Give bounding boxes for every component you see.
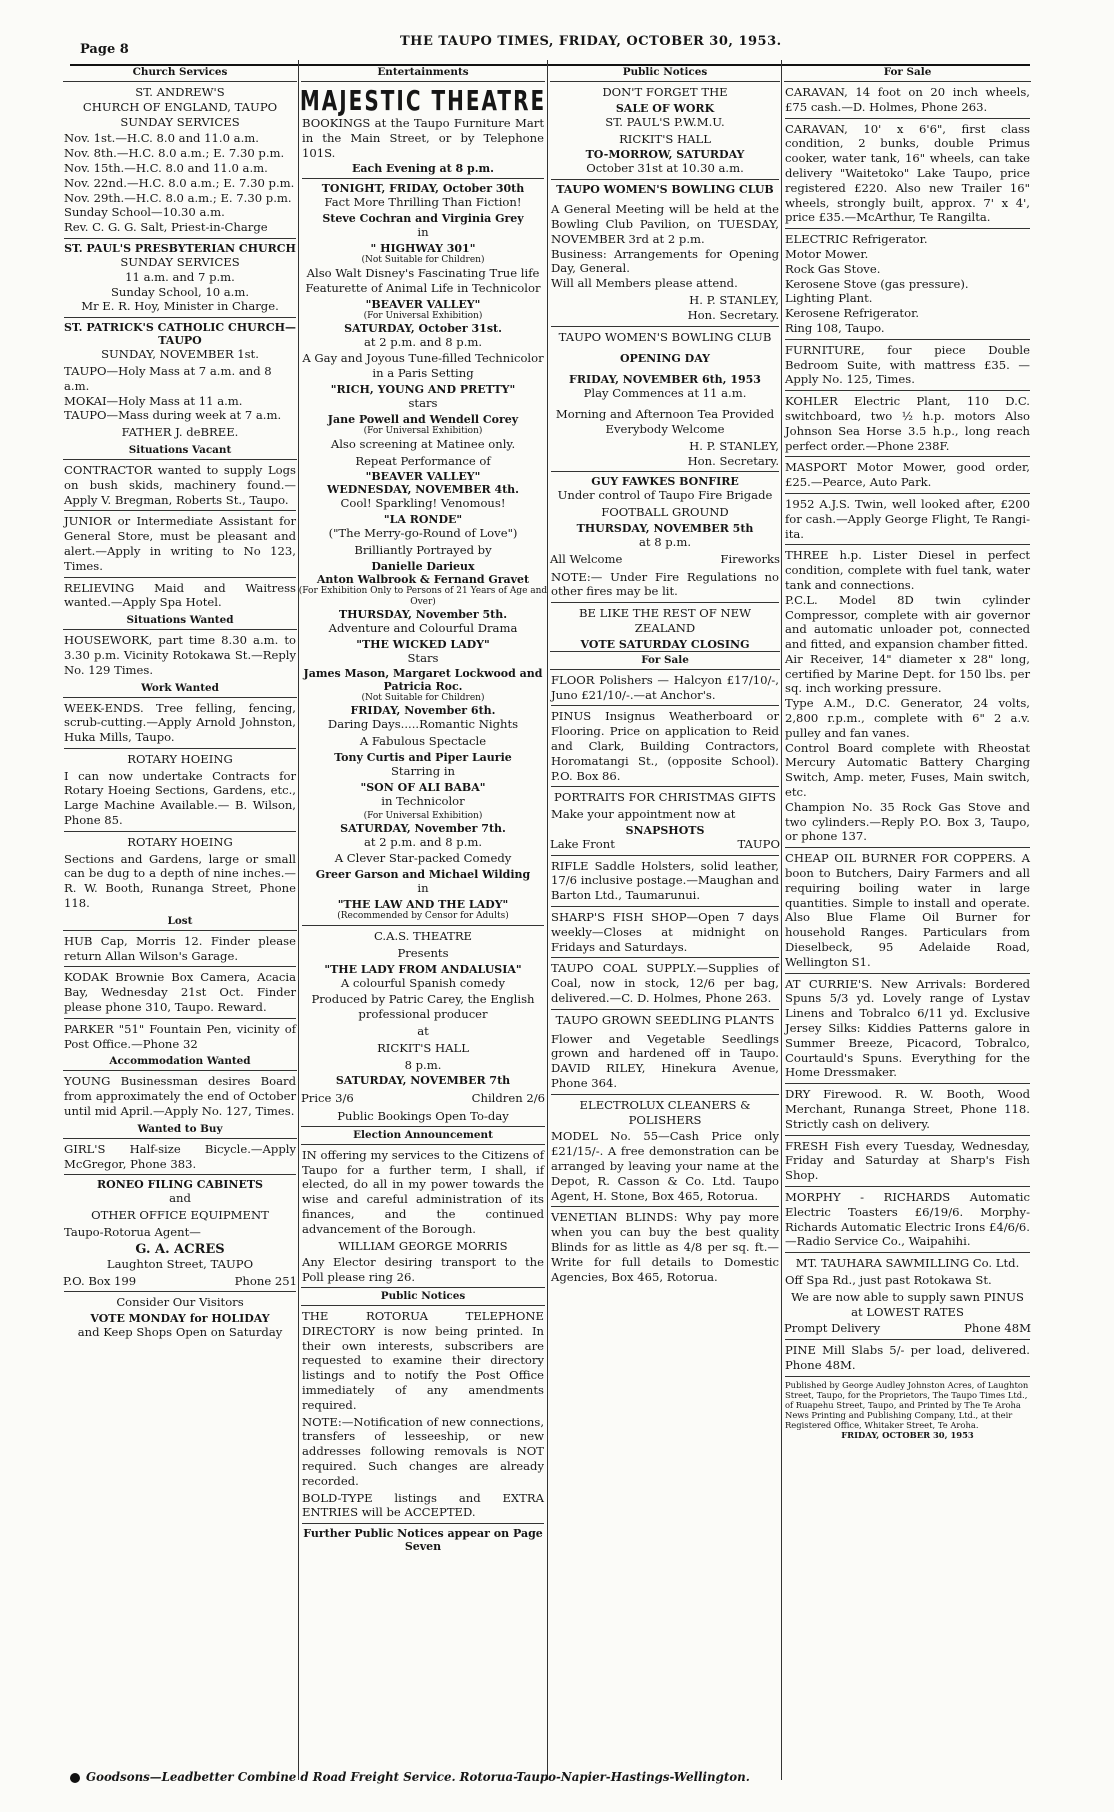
certificate: (For Universal Exhibition) — [363, 425, 483, 436]
classified-ad: RIFLE Saddle Holsters, solid leather, 17/6 inclusive postage.—Maughan and Barton Ltd., Taumarunui. — [551, 858, 779, 903]
notice-line: October 31st at 10.30 a.m. — [586, 161, 744, 176]
divider — [785, 1186, 1030, 1187]
programme-date: FRIDAY, November 6th. — [350, 704, 496, 718]
st-patricks-date: SUNDAY, NOVEMBER 1st. — [101, 347, 259, 362]
st-pauls-schedule: SUNDAY SERVICES 11 a.m. and 7 p.m. Sunday School, 10 a.m. Mr E. R. Hoy, Minister in Charge. — [81, 254, 279, 314]
programme-times: at 2 p.m. and 8 p.m. — [363, 834, 483, 849]
programme-text: Also screening at Matinee only. — [330, 436, 516, 451]
rotary-hoeing-title: ROTARY HOEING — [127, 834, 233, 849]
accommodation-wanted-heading: Accommodation Wanted — [63, 1053, 297, 1071]
notice-line: DON'T FORGET THE — [602, 85, 728, 99]
divider — [785, 456, 1030, 457]
classified-ad: FURNITURE, four piece Double Bedroom Suite, with mattress £35. —Apply No. 125, Times. — [785, 342, 1030, 387]
film-title: "SON OF ALI BABA" — [360, 780, 486, 794]
programme-date: THURSDAY, November 5th. — [338, 607, 508, 621]
sawmill-title: MT. TAUHARA SAWMILLING Co. Ltd. — [795, 1256, 1020, 1271]
programme-date: WEDNESDAY, NOVEMBER 4th. — [326, 483, 520, 497]
column-1 — [60, 64, 300, 1342]
seedling-title: TAUPO GROWN SEEDLING PLANTS — [555, 1012, 775, 1027]
election-heading: Election Announcement — [301, 1126, 545, 1145]
public-notices-heading: Public Notices — [550, 64, 780, 82]
divider — [64, 510, 296, 511]
rotary-hoeing-title: ROTARY HOEING — [127, 751, 233, 766]
classified-ad: 1952 A.J.S. Twin, well looked after, £200 for cash.—Apply George Flight, Te Rangi-ita. — [785, 496, 1030, 541]
divider — [302, 925, 544, 926]
programme-text: Also Walt Disney's Fascinating True life Featurette of Animal Life in Technicolor — [305, 265, 541, 295]
situations-vacant-heading: Situations Vacant — [63, 442, 297, 460]
sawmill-phone: Phone 48M — [964, 1321, 1031, 1336]
adult-price: Price 3/6 — [301, 1091, 354, 1106]
fireworks: Fireworks — [720, 551, 780, 566]
st-patricks-title: ST. PATRICK'S CATHOLIC CHURCH—TAUPO — [63, 321, 297, 348]
divider — [64, 238, 296, 239]
classified-ad: GIRL'S Half-size Bicycle.—Apply McGregor, Phone 383. — [64, 1141, 296, 1171]
public-bookings: Public Bookings Open To-day — [337, 1109, 509, 1124]
film-stars: Steve Cochran and Virginia Grey — [322, 212, 524, 226]
divider — [551, 786, 779, 787]
film-subtitle: ("The Merry-go-Round of Love") — [328, 526, 518, 541]
classified-ad: FLOOR Polishers — Halcyon £17/10/-, Juno £21/10/-.—at Anchor's. — [551, 672, 779, 702]
programme-tagline: Adventure and Colourful Drama — [328, 620, 518, 635]
divider — [64, 577, 296, 578]
certificate: (For Universal Exhibition) — [363, 810, 483, 821]
divider — [551, 1206, 779, 1207]
certificate: (For Exhibition Only to Persons of 21 Years of Age and Over) — [298, 585, 548, 607]
film-stars: Greer Garson and Michael Wilding — [315, 868, 531, 882]
classified-ad: TAUPO COAL SUPPLY.—Supplies of Coal, now in stock, 12/6 per bag, delivered.—C. D. Holmes, Phone 263. — [551, 961, 779, 1006]
programme-date: TONIGHT, FRIDAY, October 30th — [321, 182, 525, 196]
election-transport: Any Elector desiring transport to the Poll please ring 26. — [302, 1255, 544, 1285]
acres-phone: Phone 251 — [234, 1273, 297, 1288]
classified-ad: HUB Cap, Morris 12. Finder please return Allan Wilson's Garage. — [64, 933, 296, 963]
play-title: "THE LADY FROM ANDALUSIA" — [324, 962, 522, 976]
bookings-text: BOOKINGS at the Taupo Furniture Mart in the Main Street, or by Telephone 101S. — [302, 116, 544, 160]
play-prices — [301, 1091, 545, 1106]
classified-ad: PARKER "51" Fountain Pen, vicinity of Post Office.—Phone 32 — [64, 1021, 296, 1051]
film-title: "THE LAW AND THE LADY" — [337, 897, 509, 911]
certificate: (Recommended by Censor for Adults) — [337, 910, 509, 921]
bowling-club-title: TAUPO WOMEN'S BOWLING CLUB — [556, 183, 774, 197]
acres-street: Laughton Street, TAUPO — [106, 1256, 254, 1271]
acres-contact — [63, 1274, 297, 1289]
guy-fawkes-title: GUY FAWKES BONFIRE — [591, 475, 739, 489]
st-patricks-schedule: TAUPO—Holy Mass at 7 a.m. and 8 a.m. MOKAI—Holy Mass at 11 a.m. TAUPO—Mass during week at 7 a.m. — [64, 363, 282, 423]
page-number: Page 8 — [80, 42, 129, 57]
divider — [551, 1094, 779, 1095]
play-producer: Produced by Patric Carey, the English professional producer — [311, 992, 535, 1022]
acres-name: G. A. ACRES — [135, 1241, 225, 1257]
classified-ad: Flower and Vegetable Seedlings grown and hardened off in Taupo. DAVID RILEY, Hinekura Avenue, Phone 364. — [551, 1031, 779, 1091]
in-word: in — [417, 225, 429, 240]
classified-ad: KOHLER Electric Plant, 110 D.C. switchboard, two ½ h.p. motors Also Johnson Sea Horse 3.5 h.p., long reach perfect order.—Phone 238F. — [785, 394, 1030, 453]
divider — [302, 178, 544, 179]
guy-date: THURSDAY, NOVEMBER 5th — [576, 521, 754, 535]
taupo: TAUPO — [737, 836, 780, 851]
opening-date: FRIDAY, NOVEMBER 6th, 1953 — [569, 373, 761, 387]
play-time: 8 p.m. — [404, 1057, 442, 1072]
column-3 — [547, 64, 783, 1286]
classified-ad: MASPORT Motor Mower, good order, £25.—Pearce, Auto Park. — [785, 460, 1030, 490]
divider — [785, 544, 1030, 545]
classified-ad: I can now undertake Contracts for Rotary Hoeing Sections, Gardens, etc., Large Machine Available.— B. Wilson, Phone 85. — [64, 768, 296, 828]
programme-tagline: A Fabulous Spectacle — [359, 734, 487, 749]
notice-line: RICKIT'S HALL — [619, 131, 711, 146]
divider — [785, 339, 1030, 340]
divider — [551, 471, 779, 472]
roneo-agent: Taupo-Rotorua Agent— — [64, 1225, 201, 1240]
work-wanted-heading: Work Wanted — [63, 680, 297, 698]
programme-text: in Technicolor — [381, 793, 465, 808]
vote-saturday-closing: VOTE SATURDAY CLOSING — [580, 637, 750, 651]
divider — [64, 966, 296, 967]
classified-ad: KODAK Brownie Box Camera, Acacia Bay, Wednesday 21st Oct. Finder please phone 310, Taupo. Reward. — [64, 970, 296, 1015]
programme-text: Brilliantly Portrayed by — [354, 542, 492, 557]
candidate-name: WILLIAM GEORGE MORRIS — [338, 1238, 508, 1253]
divider — [551, 326, 779, 327]
footer-text: Goodsons—Leadbetter Combine d Road Freight Service. Rotorua-Taupo-Napier-Hastings-Wellington. — [86, 1770, 750, 1784]
classified-ad: CONTRACTOR wanted to supply Logs on bush skids, machinery found.—Apply V. Bregman, Roberts St., Taupo. — [64, 462, 296, 507]
lost-heading: Lost — [63, 913, 297, 931]
classified-ad: PINUS Insignus Weatherboard or Flooring. Price on application to Reid and Clark, Building Contractors, Horomatangi St., (opposite School). P.O. Box 86. — [551, 709, 779, 783]
divider — [551, 906, 779, 907]
divider — [551, 179, 779, 180]
film-stars: Tony Curtis and Piper Laurie — [334, 750, 512, 764]
cas-theatre-title: C.A.S. THEATRE — [373, 928, 473, 943]
classified-ad: RELIEVING Maid and Waitress wanted.—Apply Spa Hotel. — [64, 580, 296, 610]
venue: RICKIT'S HALL — [377, 1040, 469, 1055]
classified-ad: VENETIAN BLINDS: Why pay more when you can buy the best quality Blinds for as little as 4/8 per sq. ft.—Write for full details to Domestic Agencies, Box 465, Rotorua. — [551, 1210, 779, 1284]
divider — [785, 390, 1030, 391]
classified-ad: MORPHY - RICHARDS Automatic Electric Toasters £6/19/6. Morphy-Richards Automatic Electric Irons £4/6/6.—Radio Service Co., Waipahihi. — [785, 1189, 1030, 1249]
sawmill-contact — [784, 1321, 1031, 1336]
classified-ad: CARAVAN, 10' x 6'6", first class condition, 2 bunks, double Primus cooker, water tank, 16" wheels, can take delivery "Waitetoko" Lake Taupo, price registered £220. Also new Trailer 16" wheels, strongly built, approx. 7' x 4', price £35.—McArthur, Te Rangilta. — [785, 121, 1030, 225]
presents: Presents — [397, 945, 449, 960]
divider — [785, 1083, 1030, 1084]
public-notices-heading: Public Notices — [301, 1287, 545, 1306]
situations-wanted-heading: Situations Wanted — [63, 612, 297, 630]
st-patricks-priest: FATHER J. deBREE. — [121, 425, 239, 440]
notice-line: Play Commences at 11 a.m. — [583, 386, 747, 401]
film-stars: Jane Powell and Wendell Corey — [327, 412, 519, 426]
programme-tagline: Daring Days.....Romantic Nights — [327, 717, 519, 732]
newspaper-title: THE TAUPO TIMES, FRIDAY, OCTOBER 30, 1953. — [400, 34, 782, 49]
secretary-signature: H. P. STANLEY, Hon. Secretary. — [687, 438, 779, 468]
certificate: (Not Suitable for Children) — [361, 693, 485, 704]
classified-ad: PINE Mill Slabs 5/- per load, delivered. Phone 48M. — [785, 1343, 1030, 1372]
notice-line: BE LIKE THE REST OF NEW ZEALAND — [578, 606, 752, 635]
programme-date: SATURDAY, November 7th. — [340, 821, 506, 835]
in-word: in — [417, 881, 429, 896]
divider — [551, 855, 779, 856]
play-description: A colourful Spanish comedy — [340, 975, 506, 990]
at-word: at — [417, 1023, 429, 1038]
st-andrews-schedule: Nov. 1st.—H.C. 8.0 and 11.0 a.m. Nov. 8th.—H.C. 8.0 a.m.; E. 7.30 p.m. Nov. 15th.—H.C. 8.0 and 11.0 a.m. Nov. 22nd.—H.C. 8.0 a.m.; E. 7.30 p.m. Nov. 29th.—H.C. 8.0 a.m.; E. 7.30 p.m. Sunday School—10.30 a.m. Rev. C. G. G. Salt, Priest-in-Charge — [64, 131, 295, 235]
classified-ad: HOUSEWORK, part time 8.30 a.m. to 3.30 p.m. Vicinity Rotokawa St.—Reply No. 129 Times. — [64, 633, 296, 677]
divider — [785, 1339, 1030, 1340]
publisher-imprint: Published by George Audley Johnston Acres, of Laughton Street, Taupo, for the Proprietors, The Taupo Times Ltd., of Ruapehu Street, Taupo, and Printed by The Te Aroha News Printing and Publishing Company, Ltd., at their Registered Office, Whitaker Street, Te Aroha. — [785, 1379, 1029, 1430]
classified-ad: CARAVAN, 14 foot on 20 inch wheels, £75 cash.—D. Holmes, Phone 263. — [785, 85, 1030, 114]
bowling-club-title: TAUPO WOMEN'S BOWLING CLUB — [558, 329, 772, 344]
programme-times: at 2 p.m. and 8 p.m. — [363, 334, 483, 349]
notice-line: FOOTBALL GROUND — [601, 505, 729, 520]
stars-word: Stars — [407, 650, 439, 665]
play-date: SATURDAY, NOVEMBER 7th — [335, 1074, 511, 1088]
portraits-title: PORTRAITS FOR CHRISTMAS GIFTS — [554, 790, 776, 805]
for-sale-heading: For Sale — [784, 64, 1031, 82]
film-stars: Anton Walbrook & Fernand Gravet — [316, 572, 530, 586]
roneo-and: and — [169, 1191, 191, 1206]
divider — [64, 1018, 296, 1019]
programme-date: SATURDAY, October 31st. — [344, 321, 502, 335]
classified-ad: THREE h.p. Lister Diesel in perfect condition, complete with fuel tank, water tank and connections. P.C.L. Model 8D twin cylinder Compressor, complete with air governor and automatic unloader pot, connected and fitted, and expansion chamber fitted. Air Receiver, 14" diameter x 28" long, certified by Marine Dept. for 150 lbs. per sq. inch working pressure. Type A.M., D.C. Generator, 24 volts, 2,800 r.p.m., complete with 6" 2 a.v. pulley and fan vanes. Control Board complete with Rheostat Mercury Automatic Battery Charging Switch, Amp. meter, Fuses, Main switch, etc. Champion No. 35 Rock Gas Stove and two cylinders.—Reply P.O. Box 3, Taupo, or phone 137. — [785, 548, 1030, 844]
column-2 — [298, 64, 548, 1553]
entertainments-heading: Entertainments — [301, 64, 545, 82]
lake-front: Lake Front — [550, 836, 615, 851]
classified-ad: CHEAP OIL BURNER FOR COPPERS. A boon to Butchers, Dairy Farmers and all requiring boiling water in large quantities. Simple to install and operate. Also Blue Flame Oil Burner for household Ranges. Particulars from Dieselbeck, 95 Adelaide Road, Wellington S1. — [785, 851, 1030, 969]
programme-tagline: A Clever Star-packed Comedy — [334, 851, 512, 866]
programme-text: Repeat Performance of — [355, 453, 491, 468]
footer-advert — [70, 1770, 1030, 1784]
divider — [785, 847, 1030, 848]
classified-ad: SHARP'S FISH SHOP—Open 7 days weekly—Closes at midnight on Fridays and Saturdays. — [551, 910, 779, 954]
visitors-line: Consider Our Visitors — [116, 1295, 244, 1310]
secretary-signature: H. P. STANLEY, Hon. Secretary. — [687, 292, 779, 322]
notice-text: NOTE:— Under Fire Regulations no other fires may be lit. — [551, 569, 779, 599]
divider — [785, 493, 1030, 494]
acres-box: P.O. Box 199 — [63, 1273, 137, 1288]
prompt-delivery: Prompt Delivery — [784, 1321, 881, 1336]
classified-ad: FRESH Fish every Tuesday, Wednesday, Friday and Saturday at Sharp's Fish Shop. — [785, 1138, 1030, 1183]
majestic-theatre-title: MAJESTIC THEATRE — [299, 83, 547, 117]
film-stars: James Mason, Margaret Lockwood and Patricia Roc. — [303, 667, 543, 694]
divider — [551, 1009, 779, 1010]
divider — [551, 602, 779, 603]
notice-text: BOLD-TYPE listings and EXTRA ENTRIES will be ACCEPTED. — [302, 1490, 544, 1520]
sawmill-address: Off Spa Rd., just past Rotokawa St. — [785, 1272, 992, 1287]
divider — [64, 1174, 296, 1175]
programme-tagline: Cool! Sparkling! Venomous! — [340, 496, 506, 511]
film-title: "RICH, YOUNG AND PRETTY" — [330, 382, 516, 396]
certificate: (For Universal Exhibition) — [363, 310, 483, 321]
film-title: "LA RONDE" — [383, 513, 463, 527]
imprint-date: FRIDAY, OCTOBER 30, 1953 — [841, 1429, 974, 1440]
divider — [64, 317, 296, 318]
show-time: Each Evening at 8 p.m. — [351, 162, 495, 176]
wanted-to-buy-heading: Wanted to Buy — [63, 1121, 297, 1139]
bullet-icon — [70, 1773, 80, 1783]
notice-line: Make your appointment now at — [551, 807, 736, 822]
notice-text: NOTE:—Notification of new connections, transfers of lesseeship, or new addresses following removals is NOT required. Such changes are already recorded. — [302, 1414, 544, 1488]
notice-line: ST. PAUL'S P.W.M.U. — [605, 114, 725, 129]
keep-shops: and Keep Shops Open on Saturday — [77, 1325, 283, 1340]
divider — [302, 1523, 544, 1524]
divider — [551, 705, 779, 706]
snapshots: SNAPSHOTS — [625, 823, 705, 837]
divider — [551, 957, 779, 958]
snapshots-location — [550, 837, 780, 852]
classified-ad: MODEL No. 55—Cash Price only £21/15/-. A free demonstration can be arranged by leaving your name at the Depot, R. Casson & Co. Ltd. Taupo Agent, H. Stone, Box 465, Rotorua. — [551, 1129, 779, 1203]
notice-line: at 8 p.m. — [638, 534, 692, 549]
film-stars: Danielle Darieux — [371, 559, 475, 573]
for-sale-heading: For Sale — [550, 651, 780, 670]
column-4 — [781, 64, 1034, 1440]
roneo-subtitle: OTHER OFFICE EQUIPMENT — [91, 1208, 269, 1223]
child-price: Children 2/6 — [471, 1091, 545, 1106]
st-pauls-title: ST. PAUL'S PRESBYTERIAN CHURCH — [64, 241, 296, 255]
divider — [785, 228, 1030, 229]
classified-ad: YOUNG Businessman desires Board from approximately the end of October until mid April.—Apply No. 127, Times. — [64, 1074, 296, 1119]
divider — [64, 1291, 296, 1292]
stars-word: stars — [408, 395, 438, 410]
divider — [785, 1252, 1030, 1253]
sawmill-supply: We are now able to supply sawn PINUS at LOWEST RATES — [791, 1289, 1024, 1319]
programme-text: Starring in — [390, 763, 456, 778]
notice-text: THE ROTORUA TELEPHONE DIRECTORY is now being printed. In their own interests, subscribers are requested to examine their directory listings and to notify the Post Office immediately of any amendments required. — [302, 1309, 544, 1412]
election-body: IN offering my services to the Citizens of Taupo for a further term, I shall, if elected, do all in my power towards the wise and careful administration of its finances, and the continued advancement of the Borough. — [302, 1147, 544, 1236]
notice-date: TO-MORROW, SATURDAY — [585, 148, 745, 162]
divider — [785, 1376, 1030, 1377]
film-title: "BEAVER VALLEY" — [365, 470, 481, 484]
film-title: "BEAVER VALLEY" — [365, 297, 481, 311]
roneo-title: RONEO FILING CABINETS — [97, 1178, 263, 1192]
notice-text: A General Meeting will be held at the Bowling Club Pavilion, on TUESDAY, NOVEMBER 3rd at 2 p.m. Business: Arrangements for Opening Day, General. Will all Members please attend. — [551, 202, 779, 291]
divider — [785, 118, 1030, 119]
classified-ad: DRY Firewood. R. W. Booth, Wood Merchant, Runanga Street, Phone 118. Strictly cash on delivery. — [785, 1087, 1030, 1131]
classified-ad: AT CURRIE'S. New Arrivals: Bordered Spuns 5/3 yd. Lovely range of Lystav Linens and Tobralco 6/11 yd. Exclusive Jersey Silks: Kiddies Patterns galore in Summer Breeze, Picacord, Tobralco, Courtauld's Spuns. Everything for the Home Dressmaker. — [785, 976, 1030, 1080]
divider — [785, 973, 1030, 974]
programme-text: A Gay and Joyous Tune-filled Technicolor in a Paris Setting — [302, 351, 544, 381]
certificate: (Not Suitable for Children) — [361, 254, 485, 265]
classified-ad: JUNIOR or Intermediate Assistant for General Store, must be pleasant and alert.—Apply in writing to No 123, Times. — [64, 514, 296, 573]
electrolux-title: ELECTROLUX CLEANERS & POLISHERS — [579, 1097, 751, 1127]
church-services-heading: Church Services — [63, 64, 297, 82]
st-andrews-title: ST. ANDREW'S CHURCH OF ENGLAND, TAUPO SUNDAY SERVICES — [82, 85, 278, 129]
divider — [64, 831, 296, 832]
notice-line: Morning and Afternoon Tea Provided Everybody Welcome — [555, 407, 775, 436]
classified-ad: ELECTRIC Refrigerator. Motor Mower. Rock Gas Stove. Kerosene Stove (gas pressure). Lighting Plant. Kerosene Refrigerator. Ring 108, Taupo. — [785, 232, 969, 335]
classified-ad: Sections and Gardens, large or small can be dug to a depth of nine inches.—R. W. Booth, Runanga Street, Phone 118. — [64, 851, 296, 911]
film-title: "THE WICKED LADY" — [356, 637, 490, 651]
divider — [64, 748, 296, 749]
further-notices: Further Public Notices appear on Page Seven — [303, 1527, 543, 1554]
notice-line: Under control of Taupo Fire Brigade — [557, 488, 773, 503]
guy-welcome-row — [550, 552, 780, 567]
opening-day: OPENING DAY — [619, 352, 711, 366]
welcome: All Welcome — [550, 551, 623, 566]
divider — [785, 1135, 1030, 1136]
sale-of-work: SALE OF WORK — [615, 101, 715, 115]
programme-tagline: Fact More Thrilling Than Fiction! — [324, 195, 522, 210]
film-title: " HIGHWAY 301" — [370, 241, 476, 255]
classified-ad: WEEK-ENDS. Tree felling, fencing, scrub-cutting.—Apply Arnold Johnston, Huka Mills, Taupo. — [64, 700, 296, 745]
vote-monday: VOTE MONDAY for HOLIDAY — [90, 1312, 270, 1326]
